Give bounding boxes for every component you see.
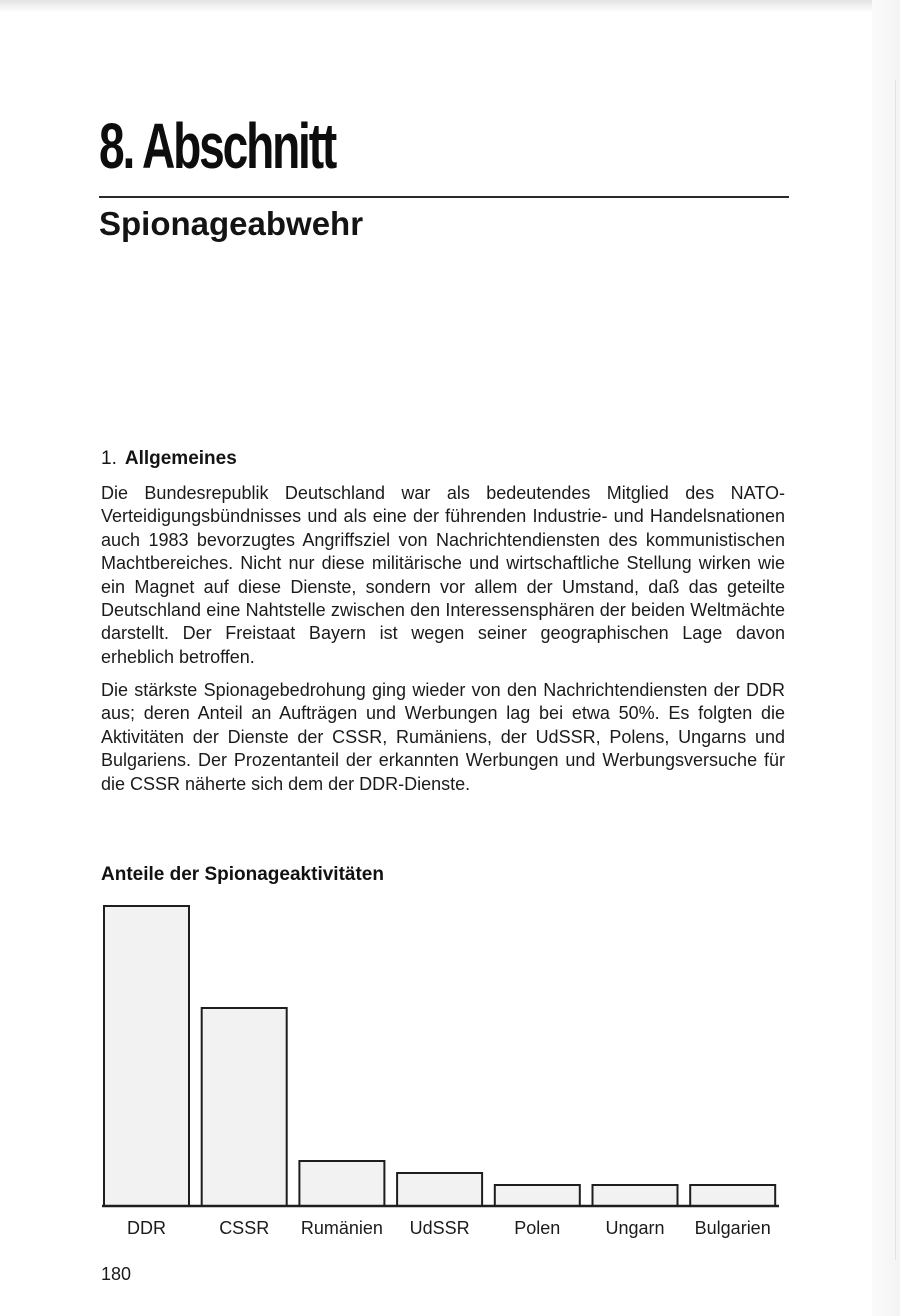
x-tick-label-bulgarien: Bulgarien — [694, 1218, 771, 1238]
paragraph-1: Die Bundesrepublik Deutschland war als bedeutendes Mitglied des NATO-Verteidigungsbündnisses und als eine der führenden Industrie- und Handelsnationen auch 1983 bevorzugtes Angriffsziel von Nachrichtendiensten des kommunistischen Machtbereiches. Nicht nur diese militärische und wirtschaftliche Stellung wirken wie ein Magnet auf diese Dienste, sondern vor allem der Umstand, daß das geteilte Deutschland eine Nahtstelle zwischen den Interessensphären der beiden Weltmächte darstellt. Der Freistaat Bayern ist wegen seiner geographischen Lage davon erheblich betroffen. — [101, 483, 785, 667]
bar-ungarn — [593, 1185, 678, 1206]
x-tick-label-polen: Polen — [514, 1218, 561, 1238]
x-tick-label-rumänien: Rumänien — [300, 1218, 383, 1238]
section-title: Allgemeines — [124, 448, 237, 469]
chapter-subtitle: Spionageabwehr — [99, 205, 364, 242]
chart-title: Anteile der Spionageaktivitäten — [101, 864, 384, 885]
page-number: 180 — [101, 1264, 132, 1284]
paragraph-2: Die stärkste Spionagebedrohung ging wieder von den Nachrichtendiensten der DDR aus; deren Anteil an Aufträgen und Werbungen lag bei etwa 50%. Es folgten die Aktivitäten der Dienste der CSSR, Rumäniens, der UdSSR, Polens, Ungarns und Bulgariens. Der Prozentanteil der erkannten Werbungen und Werbungsversuche für die CSSR näherte sich dem der DDR-Dienste. — [101, 680, 785, 794]
x-tick-label-cssr: CSSR — [219, 1218, 270, 1238]
bar-ddr — [104, 906, 189, 1206]
bar-rumänien — [299, 1161, 384, 1206]
bar-bulgarien — [690, 1185, 775, 1206]
bar-cssr — [202, 1008, 287, 1206]
bar-polen — [495, 1185, 580, 1206]
x-tick-label-ungarn: Ungarn — [605, 1218, 665, 1238]
chapter-title: 8. Abschnitt — [99, 110, 336, 182]
section-number: 1. — [101, 448, 117, 469]
x-tick-label-udssr: UdSSR — [409, 1218, 470, 1238]
bar-udssr — [397, 1173, 482, 1206]
x-tick-label-ddr: DDR — [127, 1218, 166, 1238]
